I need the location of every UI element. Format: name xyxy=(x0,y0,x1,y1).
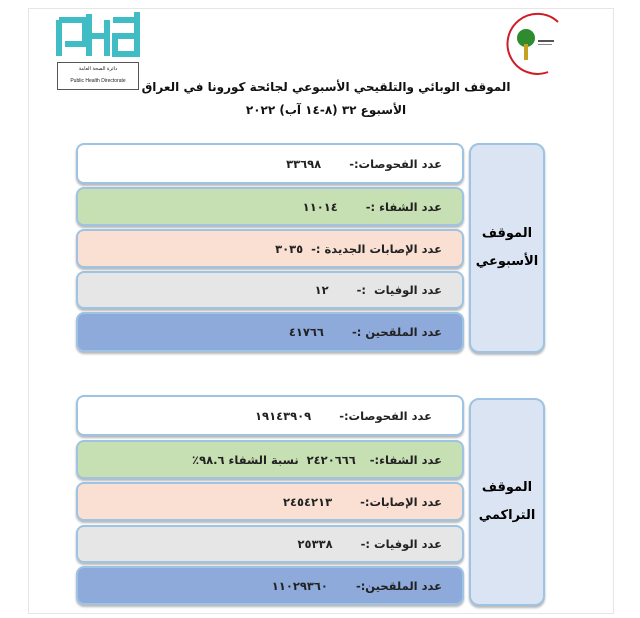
row-value: ٣٠٣٥ xyxy=(275,241,304,256)
row-label: عدد الإصابات:- xyxy=(360,494,442,509)
phd-logo xyxy=(55,10,141,60)
weekly-deaths-row xyxy=(76,271,464,309)
row-value: ١٢ xyxy=(314,283,329,297)
row-value: ٣٣٦٩٨ xyxy=(286,156,322,171)
row-value: ١١٠١٤ xyxy=(302,199,338,214)
weekly-heading-line1: الموقف xyxy=(481,226,533,241)
row-value: ٢٤٢٠٦٦٦ نسبة الشفاء ٩٨.٦٪ xyxy=(192,452,356,467)
weekly-heading xyxy=(469,143,545,353)
weekly-heading-line2: الأسبوعي xyxy=(475,254,539,269)
weekly-new-cases-row xyxy=(76,229,464,268)
ministry-of-health-logo xyxy=(498,10,564,76)
row-label: عدد الوفيات :- xyxy=(360,537,442,551)
row-label: عدد الشفاء:- xyxy=(369,452,442,467)
row-label: عدد الإصابات الجديدة :- xyxy=(311,241,442,256)
cumulative-heading-line1: الموقف xyxy=(481,480,533,495)
row-label: عدد الملقحين:- xyxy=(355,578,442,593)
cumulative-deaths-row xyxy=(76,525,464,563)
row-value: ٢٥٣٣٨ xyxy=(297,537,333,551)
page-title: الموقف الوبائي والتلقيحي الأسبوعي لجائحة كورونا في العراق xyxy=(141,80,511,94)
cumulative-heading xyxy=(469,398,545,606)
cumulative-recoveries-row xyxy=(76,440,464,479)
phd-caption xyxy=(57,62,139,90)
row-value: ٤١٧٦٦ xyxy=(288,325,324,339)
page-subtitle: الأسبوع ٣٢ (٨-١٤ آب) ٢٠٢٢ xyxy=(245,103,407,117)
row-value: ٢٤٥٤٢١٣ xyxy=(282,494,333,509)
row-label: عدد الشفاء :- xyxy=(365,199,442,214)
row-label: عدد الملقحين :- xyxy=(351,325,442,339)
row-label: عدد الوفيات :- xyxy=(356,283,442,297)
phd-caption-en: Public Health Directorate xyxy=(70,78,126,84)
weekly-tests-row xyxy=(76,143,464,184)
row-label: عدد الفحوصات:- xyxy=(349,156,442,171)
cumulative-cases-row xyxy=(76,482,464,521)
cumulative-vaccinated-row xyxy=(76,566,464,605)
row-label: عدد الفحوصات:- xyxy=(339,408,432,423)
row-value: ١٩١٤٣٩٠٩ xyxy=(255,408,312,423)
phd-caption-ar: دائرة الصحة العامة xyxy=(78,66,118,72)
weekly-vaccinated-row xyxy=(76,312,464,352)
cumulative-heading-line2: التراكمي xyxy=(478,508,536,523)
cumulative-tests-row xyxy=(76,395,464,436)
row-value: ١١٠٢٩٣٦٠ xyxy=(271,578,328,593)
weekly-recoveries-row xyxy=(76,187,464,226)
